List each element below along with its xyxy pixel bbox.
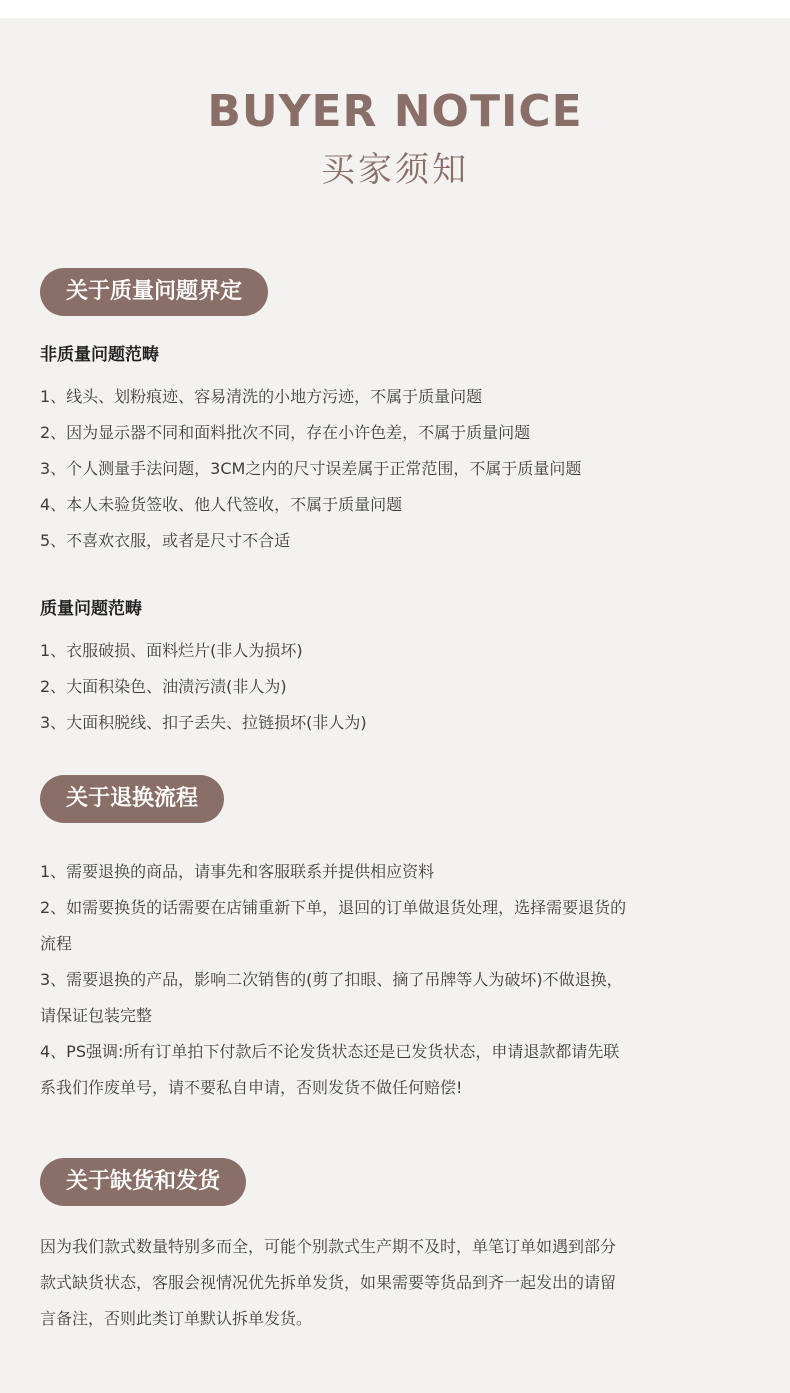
notice-page [0, 18, 790, 1393]
quality-item: 3、大面积脱线、扣子丢失、拉链损坏(非人为) [40, 713, 367, 732]
stock-line: 款式缺货状态，客服会视情况优先拆单发货，如果需要等货品到齐一起发出的请留 [40, 1273, 617, 1292]
return-line: 4、PS强调:所有订单拍下付款后不论发货状态还是已发货状态，申请退款都请先联 [40, 1042, 620, 1061]
non-quality-item: 3、个人测量手法问题，3CM之内的尺寸误差属于正常范围，不属于质量问题 [40, 459, 582, 478]
non-quality-item: 4、本人未验货签收、他人代签收，不属于质量问题 [40, 495, 403, 514]
stock-line: 言备注，否则此类订单默认拆单发货。 [40, 1309, 313, 1328]
non-quality-item: 1、线头、划粉痕迹、容易清洗的小地方污迹，不属于质量问题 [40, 387, 483, 406]
return-line: 请保证包装完整 [40, 1006, 153, 1025]
quality-item: 2、大面积染色、油渍污渍(非人为) [40, 677, 287, 696]
title-english: BUYER NOTICE [207, 86, 583, 137]
title-chinese: 买家须知 [321, 150, 469, 190]
non-quality-subheading: 非质量问题范畴 [40, 345, 159, 365]
return-line: 1、需要退换的商品，请事先和客服联系并提供相应资料 [40, 862, 435, 881]
quality-subheading: 质量问题范畴 [40, 599, 142, 619]
return-line: 系我们作废单号，请不要私自申请，否则发货不做任何赔偿! [40, 1078, 463, 1097]
return-section-heading: 关于退换流程 [40, 775, 224, 823]
stock-line: 因为我们款式数量特别多而全，可能个别款式生产期不及时，单笔订单如遇到部分 [40, 1237, 617, 1256]
non-quality-item: 2、因为显示器不同和面料批次不同，存在小许色差，不属于质量问题 [40, 423, 531, 442]
return-line: 2、如需要换货的话需要在店铺重新下单，退回的订单做退货处理，选择需要退货的 [40, 898, 627, 917]
quality-section-heading: 关于质量问题界定 [40, 268, 268, 316]
quality-item: 1、衣服破损、面料烂片(非人为损坏) [40, 641, 303, 660]
stock-section-heading: 关于缺货和发货 [40, 1158, 246, 1206]
return-line: 3、需要退换的产品，影响二次销售的(剪了扣眼、摘了吊牌等人为破坏)不做退换， [40, 970, 623, 989]
return-line: 流程 [40, 934, 73, 953]
non-quality-item: 5、不喜欢衣服，或者是尺寸不合适 [40, 531, 291, 550]
